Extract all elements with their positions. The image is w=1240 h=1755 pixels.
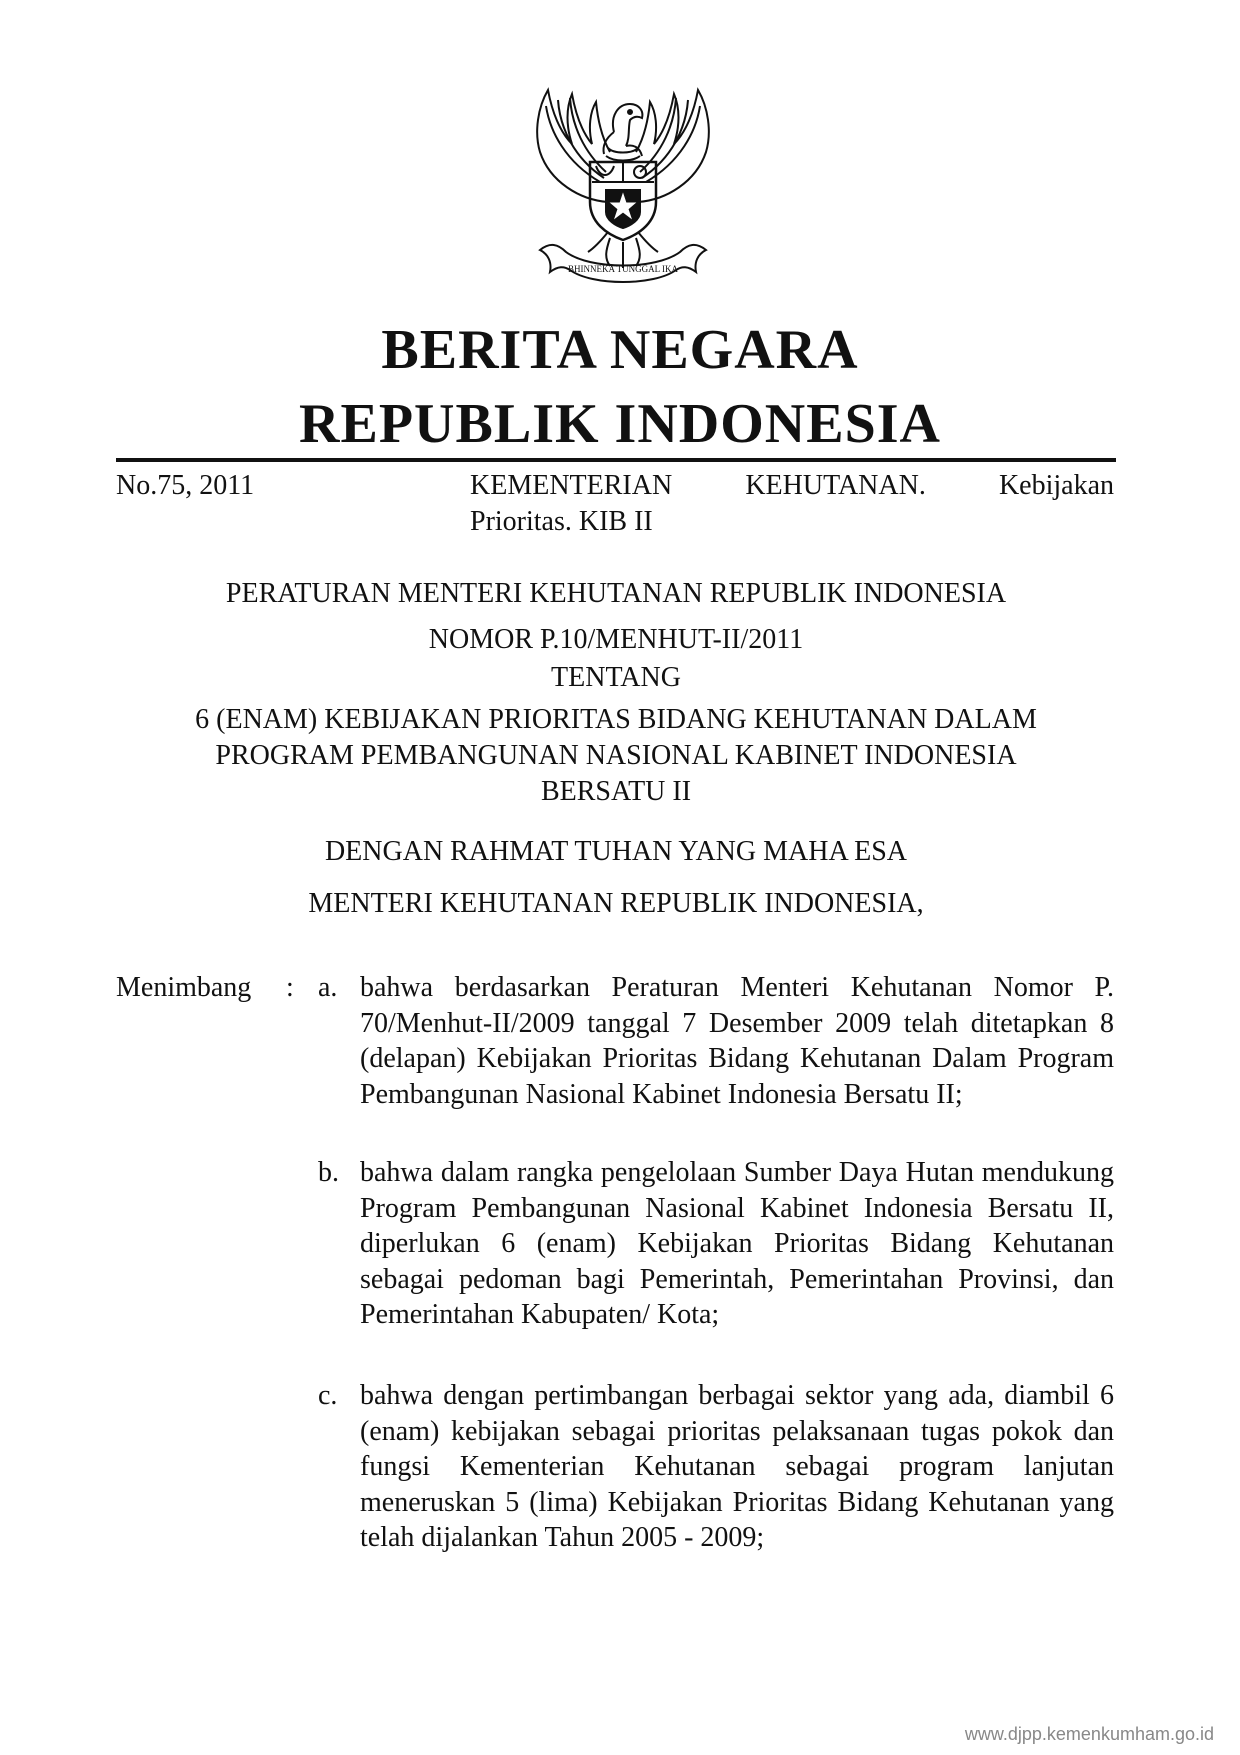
item-letter: a. — [318, 972, 338, 1003]
masthead-line-1: BERITA NEGARA — [381, 319, 859, 381]
menimbang-colon: : — [286, 972, 294, 1003]
item-text: bahwa berdasarkan Peraturan Menteri Kehutanan Nomor P. 70/Menhut-II/2009 tanggal 7 Desember 2009 telah ditetapkan 8 (delapan) Kebijakan Prioritas Bidang Kehutanan Dalam Program Pembangunan Nasional Kabinet Indonesia Bersatu II; — [360, 972, 1114, 1110]
regulation-title: PERATURAN MENTERI KEHUTANAN REPUBLIK INDONESIA — [225, 578, 1007, 609]
issue-number: No.75, 2011 — [116, 470, 255, 501]
garuda-emblem-icon — [510, 82, 736, 292]
menimbang-label: Menimbang — [116, 972, 252, 1003]
masthead-line-2: REPUBLIK INDONESIA — [299, 393, 941, 455]
issue-description — [470, 468, 1114, 540]
issue-desc-word-1: KEMENTERIAN — [470, 470, 673, 501]
issue-desc-word-2: KEHUTANAN. — [745, 470, 926, 501]
item-letter: c. — [318, 1380, 338, 1411]
footer-url: www.djpp.kemenkumham.go.id — [964, 1724, 1214, 1744]
regulation-number: NOMOR P.10/MENHUT-II/2011 — [428, 624, 804, 655]
menimbang-item-b — [318, 1155, 1114, 1333]
issue-desc-line-2: Prioritas. KIB II — [470, 506, 653, 537]
opening-line-2: MENTERI KEHUTANAN REPUBLIK INDONESIA, — [308, 888, 924, 919]
svg-text:BHINNEKA TUNGGAL IKA: BHINNEKA TUNGGAL IKA — [568, 264, 678, 274]
masthead-rule — [116, 458, 1116, 462]
item-letter: b. — [318, 1157, 339, 1188]
regulation-subject: 6 (ENAM) KEBIJAKAN PRIORITAS BIDANG KEHUTANAN DALAM PROGRAM PEMBANGUNAN NASIONAL KABINET INDONESIA BERSATU II — [195, 704, 1037, 807]
regulation-tentang: TENTANG — [551, 662, 681, 693]
issue-desc-word-3: Kebijakan — [998, 470, 1114, 501]
menimbang-item-c — [318, 1378, 1114, 1556]
item-text: bahwa dalam rangka pengelolaan Sumber Daya Hutan mendukung Program Pembangunan Nasional Kabinet Indonesia Bersatu II, diperlukan 6 (enam) Kebijakan Prioritas Bidang Kehutanan sebagai pedoman bagi Pemerintah, Pemerintahan Provinsi, dan Pemerintahan Kabupaten/ Kota; — [360, 1157, 1114, 1330]
menimbang-item-a — [318, 970, 1114, 1112]
opening-line-1: DENGAN RAHMAT TUHAN YANG MAHA ESA — [324, 836, 908, 867]
item-text: bahwa dengan pertimbangan berbagai sektor yang ada, diambil 6 (enam) kebijakan sebagai prioritas pelaksanaan tugas pokok dan fungsi Kementerian Kehutanan sebagai program lanjutan meneruskan 5 (lima) Kebijakan Prioritas Bidang Kehutanan yang telah dijalankan Tahun 2005 - 2009; — [360, 1380, 1114, 1553]
